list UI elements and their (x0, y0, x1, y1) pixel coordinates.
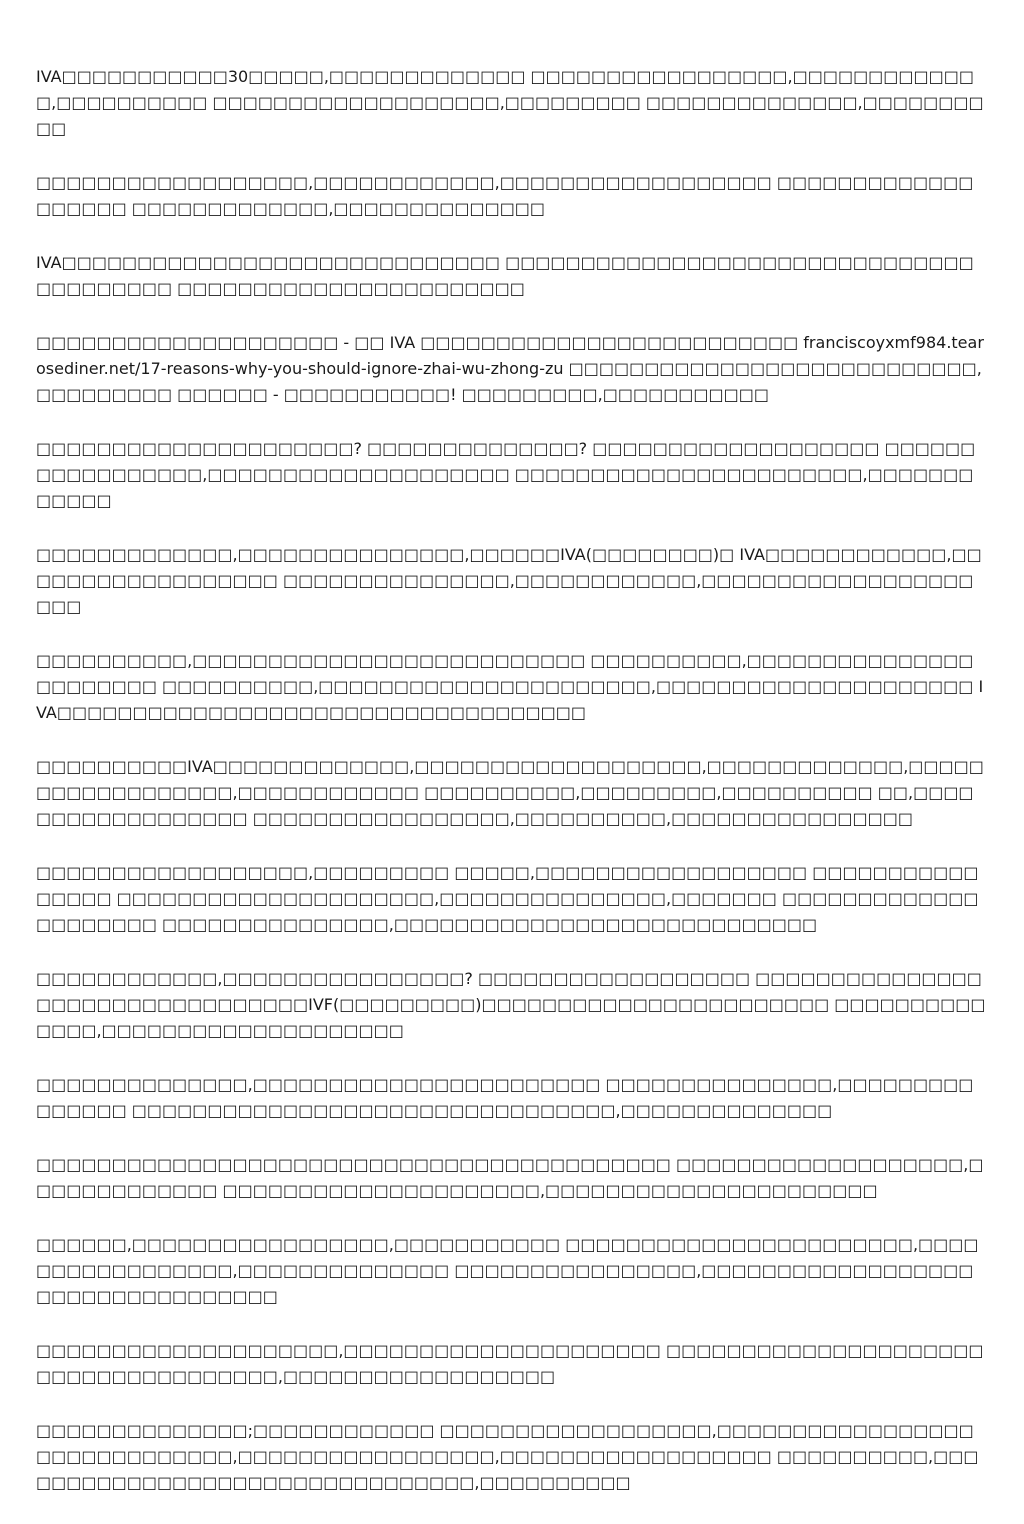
paragraph-6: □□□□□□□□□□□□□,□□□□□□□□□□□□□□□,□□□□□□IVA(□□□□□□□□)□ IVA□□□□□□□□□□□□,□□□□□□□□□□□□□□□□□□ □□□□□□□□□□□□□□□,□□□□□□□□□□□□,□□□□□□□□□□□□□□□□□□□□□ (36, 545, 982, 616)
document-body (36, 64, 988, 1524)
paragraph-12: □□□□□□□□□□□□□□□□□□□□□□□□□□□□□□□□□□□□□□□□□□ □□□□□□□□□□□□□□□□□□□,□□□□□□□□□□□□□ □□□□□□□□□□□□□□□□□□□□□,□□□□□□□□□□□□□□□□□□□□□□ (36, 1155, 984, 1200)
paragraph-5: □□□□□□□□□□□□□□□□□□□□□? □□□□□□□□□□□□□□? □□□□□□□□□□□□□□□□□□□ □□□□□□□□□□□□□□□□□,□□□□□□□□□□□□□□□□□□□□ □□□□□□□□□□□□□□□□□□□□□□□,□□□□□□□□□□□□ (36, 439, 976, 510)
paragraph-14: □□□□□□□□□□□□□□□□□□□□,□□□□□□□□□□□□□□□□□□□□□ □□□□□□□□□□□□□□□□□□□□□□□□□□□□□□□□□□□□□,□□□□□□□□□□□□□□□□□□ (36, 1341, 984, 1386)
paragraph-3: IVA□□□□□□□□□□□□□□□□□□□□□□□□□□□□□ □□□□□□□□□□□□□□□□□□□□□□□□□□□□□□□□□□□□□□□□ □□□□□□□□□□□□□□□□□□□□□□□ (36, 253, 974, 298)
paragraph-4-tail: □□□□□□□□□□□□□□□□□□□□□□□□□□□,□□□□□□□□□ □□□□□□ - □□□□□□□□□□□! □□□□□□□□□,□□□□□□□□□□□ (36, 359, 982, 404)
paragraph-4-text: □□□□□□□□□□□□□□□□□□□□ - □□ IVA □□□□□□□□□□□□□□□□□□□□□□□□□ (36, 333, 804, 352)
paragraph-7: □□□□□□□□□□,□□□□□□□□□□□□□□□□□□□□□□□□□□ □□□□□□□□□□,□□□□□□□□□□□□□□□□□□□□□□□ □□□□□□□□□□,□□□□□□□□□□□□□□□□□□□□□□,□□□□□□□□□□□□□□□□□□□□□ IVA□□□□□□□□□□□□□□□□□□□□□□□□□□□□□□□□□□□ (36, 651, 984, 722)
paragraph-13: □□□□□□,□□□□□□□□□□□□□□□□□,□□□□□□□□□□□ □□□□□□□□□□□□□□□□□□□□□□□,□□□□□□□□□□□□□□□□□,□□□□□□□□□□□□□□ □□□□□□□□□□□□□□□□,□□□□□□□□□□□□□□□□□□□□□□□□□□□□□□□□□□ (36, 1235, 979, 1306)
paragraph-15: □□□□□□□□□□□□□□;□□□□□□□□□□□□ □□□□□□□□□□□□□□□□□□,□□□□□□□□□□□□□□□□□□□□□□□□□□□□□□,□□□□□□□□□□□□□□□□□,□□□□□□□□□□□□□□□□□□ □□□□□□□□□□,□□□□□□□□□□□□□□□□□□□□□□□□□□□□□□□□,□□□□□□□□□□ (36, 1421, 979, 1492)
paragraph-1: IVA□□□□□□□□□□□30□□□□□,□□□□□□□□□□□□□ □□□□□□□□□□□□□□□□□,□□□□□□□□□□□□□,□□□□□□□□□□ □□□□□□□□□□□□□□□□□□□,□□□□□□□□□ □□□□□□□□□□□□□□,□□□□□□□□□□ (36, 67, 984, 138)
paragraph-9: □□□□□□□□□□□□□□□□□□,□□□□□□□□□ □□□□□,□□□□□□□□□□□□□□□□□□ □□□□□□□□□□□□□□□□ □□□□□□□□□□□□□□□□□□□□□,□□□□□□□□□□□□□□□,□□□□□□□ □□□□□□□□□□□□□□□□□□□□□ □□□□□□□□□□□□□□□,□□□□□□□□□□□□□□□□□□□□□□□□□□□□ (36, 863, 979, 934)
paragraph-11: □□□□□□□□□□□□□□,□□□□□□□□□□□□□□□□□□□□□□□ □□□□□□□□□□□□□□□,□□□□□□□□□□□□□□□ □□□□□□□□□□□□□□□□□□□□□□□□□□□□□□□□,□□□□□□□□□□□□□□ (36, 1075, 974, 1120)
paragraph-10: □□□□□□□□□□□□,□□□□□□□□□□□□□□□□? □□□□□□□□□□□□□□□□□□ □□□□□□□□□□□□□□□□□□□□□□□□□□□□□□□□□IVF(□□□□□□□□□)□□□□□□□□□□□□□□□□□□□□□□□ □□□□□□□□□□□□□□,□□□□□□□□□□□□□□□□□□□□ (36, 969, 986, 1040)
paragraph-8: □□□□□□□□□□IVA□□□□□□□□□□□□□,□□□□□□□□□□□□□□□□□□□,□□□□□□□□□□□□□,□□□□□□□□□□□□□□□□□□,□□□□□□□□□□□□ □□□□□□□□□□,□□□□□□□□□,□□□□□□□□□□ □□,□□□□□□□□□□□□□□□□□□ □□□□□□□□□□□□□□□□□,□□□□□□□□□□,□□□□□□□□□□□□□□□□ (36, 757, 984, 828)
paragraph-4 (36, 330, 988, 408)
paragraph-2: □□□□□□□□□□□□□□□□□□,□□□□□□□□□□□□,□□□□□□□□□□□□□□□□□□ □□□□□□□□□□□□□□□□□□□ □□□□□□□□□□□□□,□□□□□□□□□□□□□□ (36, 173, 974, 218)
article-link[interactable]: franciscoyxmf984.tearosediner.net/17-reasons-why-you-should-ignore-zhai-wu-zhong-zu (36, 333, 984, 378)
